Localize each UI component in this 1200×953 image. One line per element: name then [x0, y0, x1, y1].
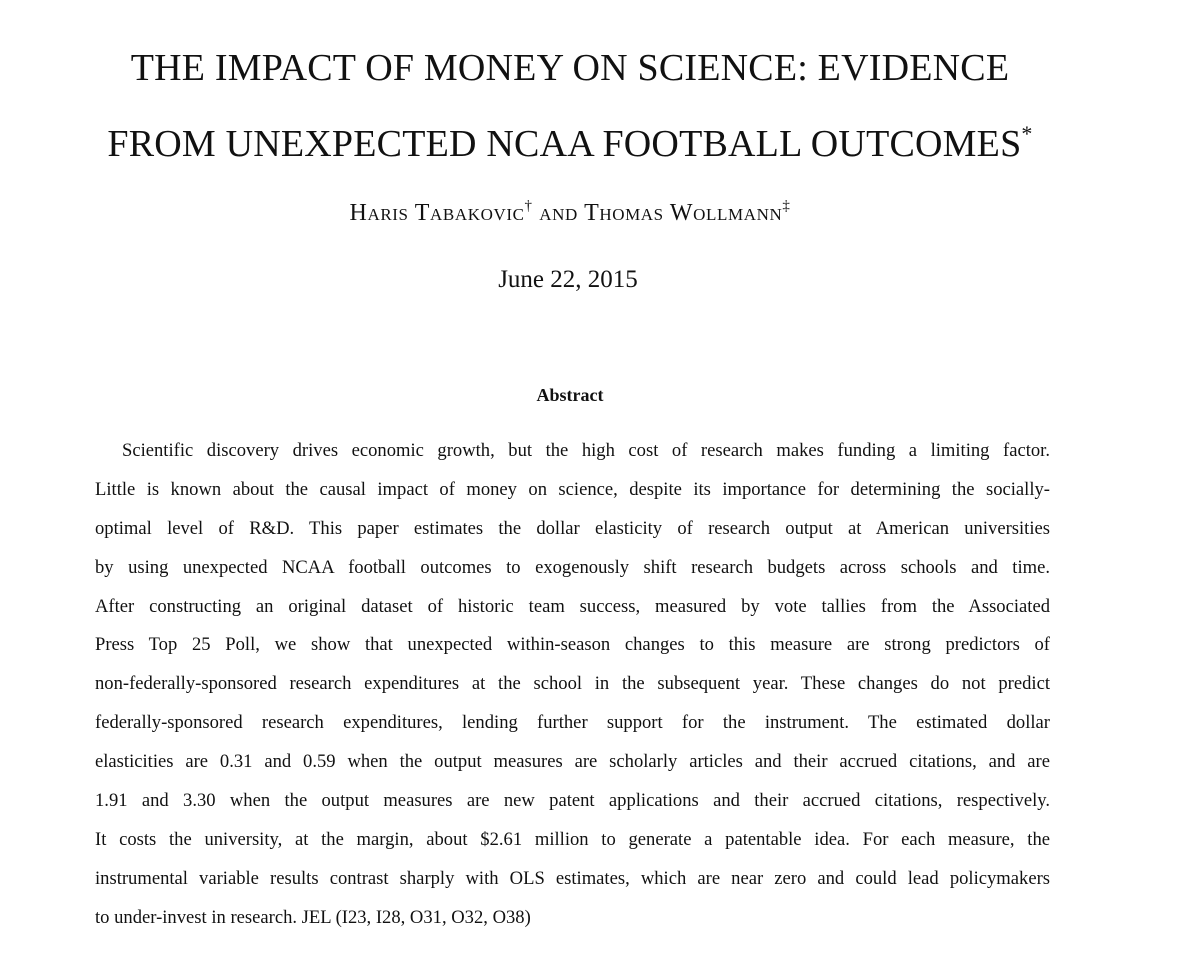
abstract-body [95, 432, 1050, 938]
abstract-line: elasticities are 0.31 and 0.59 when the output measures are scholarly articles and their accrued citations, and are [95, 751, 1050, 773]
abstract-line: federally-sponsored research expenditures, lending further support for the instrument. The estimated dollar [95, 712, 1050, 734]
abstract-line: non-federally-sponsored research expenditures at the school in the subsequent year. These changes do not predict [95, 673, 1050, 695]
abstract-line: Little is known about the causal impact of money on science, despite its importance for determining the socially- [95, 478, 1050, 500]
abstract-line: instrumental variable results contrast sharply with OLS estimates, which are near zero and could lead policymakers [95, 867, 1050, 889]
abstract-line: After constructing an original dataset of historic team success, measured by vote tallies from the Associated [95, 595, 1050, 617]
author-name-2: Thomas Wollmann [584, 200, 783, 226]
abstract-line: to under-invest in research. JEL (I23, I28, O31, O32, O38) [95, 906, 531, 928]
abstract-line: optimal level of R&D. This paper estimates the dollar elasticity of research output at American universities [95, 517, 1050, 539]
abstract-line: Press Top 25 Poll, we show that unexpected within-season changes to this measure are strong predictors of [95, 634, 1050, 656]
author-1-footnote-mark: † [524, 198, 533, 214]
abstract-line: It costs the university, at the margin, about $2.61 million to generate a patentable idea. For each measure, the [95, 828, 1050, 850]
title-footnote-mark: * [1021, 121, 1033, 146]
author-line [0, 200, 1140, 227]
abstract-line: by using unexpected NCAA football outcomes to exogenously shift research budgets across schools and time. [95, 556, 1050, 578]
title-line-1: THE IMPACT OF MONEY ON SCIENCE: EVIDENCE [130, 47, 1010, 89]
abstract-heading: Abstract [536, 385, 604, 405]
abstract-line: 1.91 and 3.30 when the output measures are new patent applications and their accrued citations, respectively. [95, 790, 1050, 812]
author-separator: and [539, 200, 578, 226]
title-line-2: FROM UNEXPECTED NCAA FOOTBALL OUTCOMES [107, 123, 1022, 165]
paper-title [0, 30, 1140, 182]
title-line-2-wrapper [0, 106, 1140, 182]
paper-date: June 22, 2015 [498, 266, 638, 293]
abstract-line: Scientific discovery drives economic growth, but the high cost of research makes funding a limiting factor. [122, 440, 1050, 461]
author-name-1: Haris Tabakovic [349, 200, 525, 226]
author-2-footnote-mark: ‡ [782, 198, 791, 214]
